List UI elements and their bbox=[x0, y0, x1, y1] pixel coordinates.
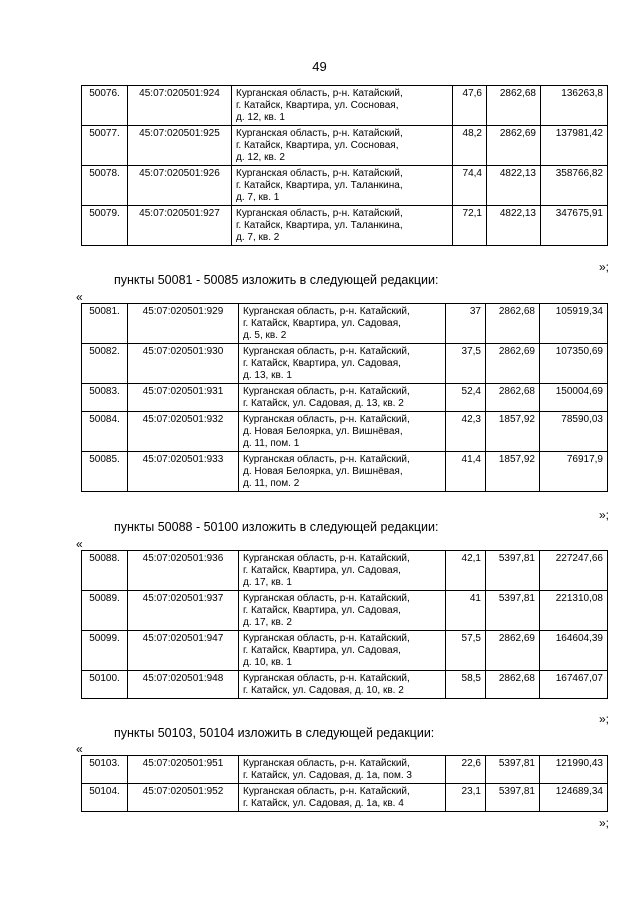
price-cell: 5397,81 bbox=[486, 756, 540, 784]
cadastral-number-cell: 45:07:020501:929 bbox=[128, 304, 239, 344]
table-row bbox=[82, 344, 608, 384]
address-cell: Курганская область, р-н. Катайский, г. Катайск, Квартира, ул. Садовая, д. 17, кв. 1 bbox=[239, 551, 446, 591]
address-cell: Курганская область, р-н. Катайский, г. Катайск, Квартира, ул. Таланкина, д. 7, кв. 2 bbox=[232, 206, 453, 246]
cadastral-number-cell: 45:07:020501:948 bbox=[128, 671, 239, 699]
address-cell: Курганская область, р-н. Катайский, г. Катайск, Квартира, ул. Сосновая, д. 12, кв. 2 bbox=[232, 126, 453, 166]
row-number-cell: 50085. bbox=[82, 452, 128, 492]
table-row bbox=[82, 86, 608, 126]
area-cell: 41 bbox=[446, 591, 486, 631]
instruction-text: пункты 50103, 50104 изложить в следующей редакции: bbox=[114, 726, 435, 740]
registry-table bbox=[81, 85, 608, 246]
area-cell: 48,2 bbox=[453, 126, 487, 166]
cadastral-number-cell: 45:07:020501:952 bbox=[128, 784, 239, 812]
address-cell: Курганская область, р-н. Катайский, д. Новая Белоярка, ул. Вишнёвая, д. 11, пом. 1 bbox=[239, 412, 446, 452]
row-number-cell: 50077. bbox=[82, 126, 128, 166]
page-number: 49 bbox=[312, 59, 327, 74]
row-number-cell: 50084. bbox=[82, 412, 128, 452]
area-cell: 47,6 bbox=[453, 86, 487, 126]
row-number-cell: 50081. bbox=[82, 304, 128, 344]
cadastral-number-cell: 45:07:020501:925 bbox=[128, 126, 232, 166]
total-value-cell: 124689,34 bbox=[540, 784, 608, 812]
cadastral-number-cell: 45:07:020501:927 bbox=[128, 206, 232, 246]
total-value-cell: 107350,69 bbox=[540, 344, 608, 384]
total-value-cell: 227247,66 bbox=[540, 551, 608, 591]
area-cell: 37,5 bbox=[446, 344, 486, 384]
row-number-cell: 50104. bbox=[82, 784, 128, 812]
area-cell: 52,4 bbox=[446, 384, 486, 412]
table-row bbox=[82, 412, 608, 452]
opening-quote: « bbox=[76, 742, 83, 756]
price-cell: 5397,81 bbox=[486, 551, 540, 591]
area-cell: 41,4 bbox=[446, 452, 486, 492]
table-row bbox=[82, 756, 608, 784]
price-cell: 5397,81 bbox=[486, 591, 540, 631]
table-row bbox=[82, 384, 608, 412]
registry-table bbox=[81, 755, 608, 812]
row-number-cell: 50079. bbox=[82, 206, 128, 246]
address-cell: Курганская область, р-н. Катайский, г. Катайск, Квартира, ул. Таланкина, д. 7, кв. 1 bbox=[232, 166, 453, 206]
address-cell: Курганская область, р-н. Катайский, д. Новая Белоярка, ул. Вишнёвая, д. 11, пом. 2 bbox=[239, 452, 446, 492]
price-cell: 2862,68 bbox=[486, 304, 540, 344]
table-row bbox=[82, 452, 608, 492]
cadastral-number-cell: 45:07:020501:924 bbox=[128, 86, 232, 126]
total-value-cell: 164604,39 bbox=[540, 631, 608, 671]
row-number-cell: 50078. bbox=[82, 166, 128, 206]
area-cell: 58,5 bbox=[446, 671, 486, 699]
cadastral-number-cell: 45:07:020501:933 bbox=[128, 452, 239, 492]
cadastral-number-cell: 45:07:020501:951 bbox=[128, 756, 239, 784]
opening-quote: « bbox=[76, 290, 83, 304]
address-cell: Курганская область, р-н. Катайский, г. Катайск, Квартира, ул. Садовая, д. 17, кв. 2 bbox=[239, 591, 446, 631]
total-value-cell: 105919,34 bbox=[540, 304, 608, 344]
price-cell: 2862,69 bbox=[486, 631, 540, 671]
row-number-cell: 50089. bbox=[82, 591, 128, 631]
address-cell: Курганская область, р-н. Катайский, г. Катайск, ул. Садовая, д. 10, кв. 2 bbox=[239, 671, 446, 699]
total-value-cell: 167467,07 bbox=[540, 671, 608, 699]
table-row bbox=[82, 304, 608, 344]
price-cell: 2862,68 bbox=[486, 671, 540, 699]
total-value-cell: 137981,42 bbox=[541, 126, 608, 166]
row-number-cell: 50088. bbox=[82, 551, 128, 591]
address-cell: Курганская область, р-н. Катайский, г. Катайск, Квартира, ул. Сосновая, д. 12, кв. 1 bbox=[232, 86, 453, 126]
price-cell: 2862,68 bbox=[486, 384, 540, 412]
closing-quote: »; bbox=[598, 508, 609, 522]
price-cell: 2862,69 bbox=[487, 126, 541, 166]
opening-quote: « bbox=[76, 537, 83, 551]
cadastral-number-cell: 45:07:020501:926 bbox=[128, 166, 232, 206]
address-cell: Курганская область, р-н. Катайский, г. Катайск, Квартира, ул. Садовая, д. 13, кв. 1 bbox=[239, 344, 446, 384]
address-cell: Курганская область, р-н. Катайский, г. Катайск, ул. Садовая, д. 1а, кв. 4 bbox=[239, 784, 446, 812]
closing-quote: »; bbox=[598, 816, 609, 830]
price-cell: 1857,92 bbox=[486, 412, 540, 452]
total-value-cell: 347675,91 bbox=[541, 206, 608, 246]
table-row bbox=[82, 126, 608, 166]
area-cell: 57,5 bbox=[446, 631, 486, 671]
price-cell: 1857,92 bbox=[486, 452, 540, 492]
total-value-cell: 358766,82 bbox=[541, 166, 608, 206]
area-cell: 74,4 bbox=[453, 166, 487, 206]
table-row bbox=[82, 591, 608, 631]
registry-table bbox=[81, 550, 608, 699]
row-number-cell: 50082. bbox=[82, 344, 128, 384]
address-cell: Курганская область, р-н. Катайский, г. Катайск, ул. Садовая, д. 1а, пом. 3 bbox=[239, 756, 446, 784]
address-cell: Курганская область, р-н. Катайский, г. Катайск, Квартира, ул. Садовая, д. 5, кв. 2 bbox=[239, 304, 446, 344]
table-row bbox=[82, 206, 608, 246]
closing-quote: »; bbox=[598, 712, 609, 726]
table-row bbox=[82, 671, 608, 699]
cadastral-number-cell: 45:07:020501:947 bbox=[128, 631, 239, 671]
price-cell: 2862,69 bbox=[486, 344, 540, 384]
total-value-cell: 121990,43 bbox=[540, 756, 608, 784]
area-cell: 72,1 bbox=[453, 206, 487, 246]
price-cell: 5397,81 bbox=[486, 784, 540, 812]
price-cell: 4822,13 bbox=[487, 206, 541, 246]
instruction-text: пункты 50088 - 50100 изложить в следующей редакции: bbox=[114, 520, 439, 534]
total-value-cell: 76917,9 bbox=[540, 452, 608, 492]
table-row bbox=[82, 166, 608, 206]
cadastral-number-cell: 45:07:020501:936 bbox=[128, 551, 239, 591]
row-number-cell: 50083. bbox=[82, 384, 128, 412]
row-number-cell: 50100. bbox=[82, 671, 128, 699]
price-cell: 2862,68 bbox=[487, 86, 541, 126]
cadastral-number-cell: 45:07:020501:931 bbox=[128, 384, 239, 412]
closing-quote: »; bbox=[598, 260, 609, 274]
table-row bbox=[82, 784, 608, 812]
address-cell: Курганская область, р-н. Катайский, г. Катайск, ул. Садовая, д. 13, кв. 2 bbox=[239, 384, 446, 412]
table-row bbox=[82, 631, 608, 671]
row-number-cell: 50103. bbox=[82, 756, 128, 784]
total-value-cell: 221310,08 bbox=[540, 591, 608, 631]
cadastral-number-cell: 45:07:020501:932 bbox=[128, 412, 239, 452]
cadastral-number-cell: 45:07:020501:937 bbox=[128, 591, 239, 631]
price-cell: 4822,13 bbox=[487, 166, 541, 206]
area-cell: 37 bbox=[446, 304, 486, 344]
registry-table bbox=[81, 303, 608, 492]
cadastral-number-cell: 45:07:020501:930 bbox=[128, 344, 239, 384]
address-cell: Курганская область, р-н. Катайский, г. Катайск, Квартира, ул. Садовая, д. 10, кв. 1 bbox=[239, 631, 446, 671]
area-cell: 22,6 bbox=[446, 756, 486, 784]
instruction-text: пункты 50081 - 50085 изложить в следующей редакции: bbox=[114, 273, 439, 287]
row-number-cell: 50099. bbox=[82, 631, 128, 671]
row-number-cell: 50076. bbox=[82, 86, 128, 126]
total-value-cell: 136263,8 bbox=[541, 86, 608, 126]
total-value-cell: 150004,69 bbox=[540, 384, 608, 412]
area-cell: 42,1 bbox=[446, 551, 486, 591]
total-value-cell: 78590,03 bbox=[540, 412, 608, 452]
table-row bbox=[82, 551, 608, 591]
area-cell: 23,1 bbox=[446, 784, 486, 812]
area-cell: 42,3 bbox=[446, 412, 486, 452]
